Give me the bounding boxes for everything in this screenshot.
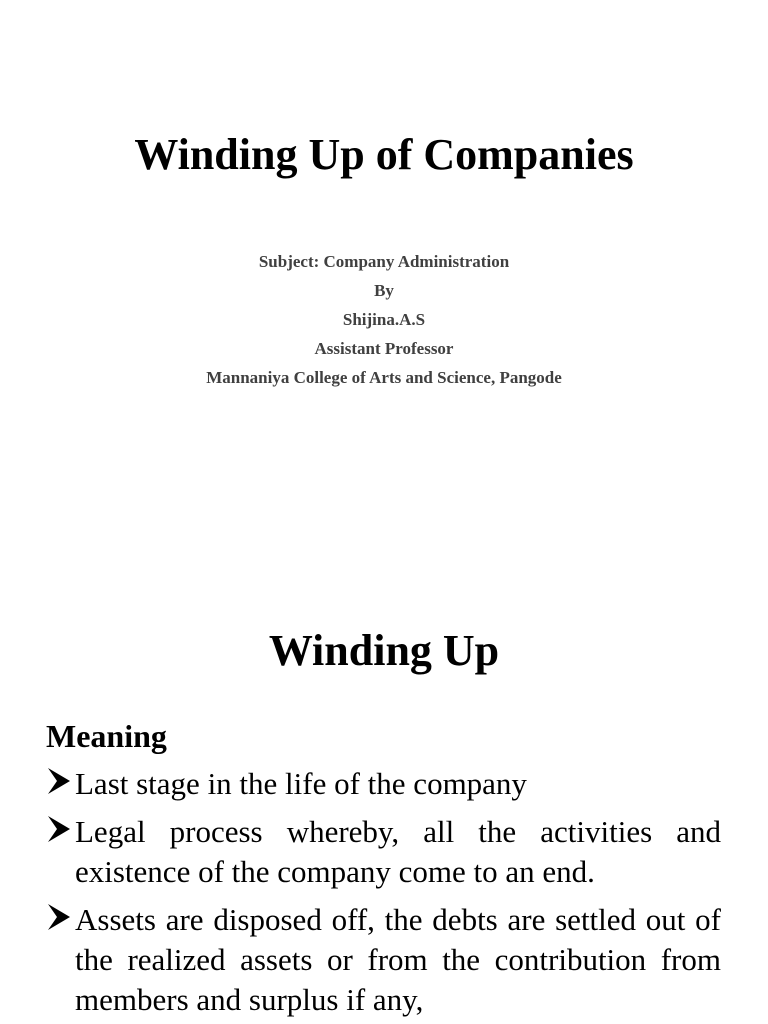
subject-line: Subject: Company Administration	[258, 252, 510, 271]
by-line: By	[374, 281, 394, 300]
section-heading: Meaning	[46, 718, 167, 754]
arrowhead-bullet-icon	[46, 814, 72, 844]
bullet-text: Assets are disposed off, the debts are settled out of the realized assets or from the contribution from members and surplus if any,	[75, 902, 721, 1017]
arrowhead-bullet-icon	[46, 902, 72, 932]
list-item	[46, 900, 721, 1020]
arrowhead-bullet-icon	[46, 766, 72, 796]
list-item	[46, 764, 721, 804]
bullet-text: Legal process whereby, all the activities and existence of the company come to an end.	[75, 814, 721, 889]
slide-title: Winding Up	[268, 626, 500, 675]
content-slide	[0, 576, 768, 1024]
slide-title: Winding Up of Companies	[134, 130, 634, 179]
presenter-info	[0, 247, 768, 392]
institution-name: Mannaniya College of Arts and Science, Pangode	[206, 368, 562, 387]
bullet-list	[46, 764, 721, 1024]
author-designation: Assistant Professor	[314, 339, 454, 358]
list-item	[46, 812, 721, 892]
author-name: Shijina.A.S	[342, 310, 426, 329]
bullet-text: Last stage in the life of the company	[75, 766, 527, 801]
